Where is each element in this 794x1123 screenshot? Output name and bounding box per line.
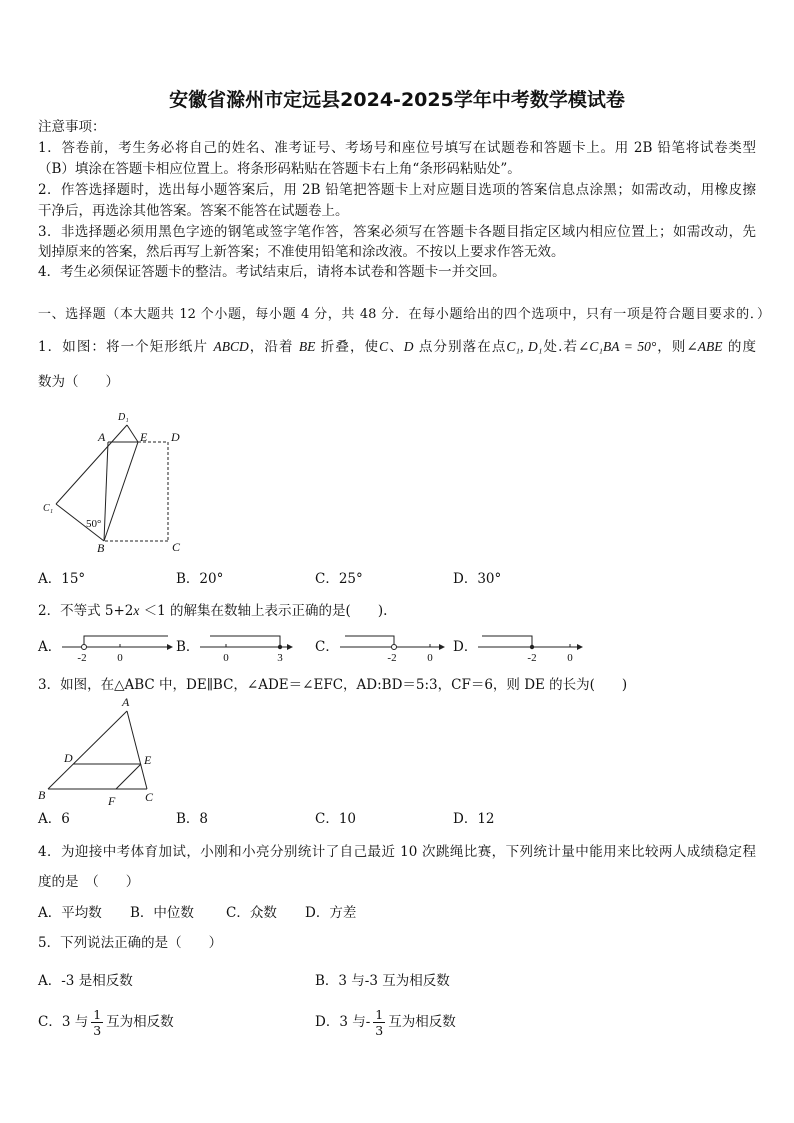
axis-arrow	[439, 644, 445, 650]
q1-math: C	[379, 339, 389, 354]
q2-option-a-letter: A．	[38, 639, 62, 655]
question-2-stem	[38, 602, 387, 620]
label-e: E	[144, 753, 152, 767]
q1-text: 1．如图：将一个矩形纸片	[38, 339, 214, 355]
q3-option-a: A．6	[38, 811, 70, 827]
notice-line: 2．作答选择题时，选出每小题答案后，用 2B 铅笔把答题卡上对应题目选项的答案信息点涂黑；如需改动，用橡皮擦	[38, 182, 756, 198]
q1-option-a: A．15°	[38, 571, 86, 587]
q5-option-d	[315, 1004, 456, 1040]
fraction-denominator: 3	[93, 1022, 102, 1038]
label-a: A	[98, 430, 106, 444]
q2-number-line-c	[338, 630, 450, 666]
q1-text: 处.若	[542, 339, 579, 355]
q1-math: ∠ABE	[686, 339, 723, 354]
q5-option-d-suffix: 互为相反数	[388, 1014, 456, 1030]
page-title: 安徽省滁州市定远县2024-2025学年中考数学模试卷	[169, 89, 625, 111]
question-5-stem: 5．下列说法正确的是（ ）	[38, 935, 223, 951]
q1-text: 、	[388, 339, 404, 355]
question-1-stem	[38, 338, 756, 356]
figure-triangle-abc	[35, 695, 160, 807]
segment-d1e	[127, 425, 138, 442]
label-f: F	[108, 794, 116, 808]
q1-math: BE	[298, 339, 316, 354]
question-1-stem-cont: 数为（ ）	[38, 374, 119, 390]
label-c: C	[172, 540, 181, 554]
figure-rectangle-fold	[40, 405, 190, 557]
notice-line: 划掉原来的答案，然后再写上新答案；不准使用铅笔和涂改液。不按以上要求作答无效。	[38, 244, 565, 260]
q2-option-c-letter: C．	[315, 639, 339, 655]
tick-label: 0	[427, 652, 433, 664]
label-angle: 50°	[86, 518, 102, 530]
q1-option-c: C．25°	[315, 571, 363, 587]
q2-number-line-a	[60, 630, 175, 666]
tick-label: -2	[77, 652, 87, 664]
label-c: C	[145, 790, 154, 804]
label-d: D	[171, 430, 180, 444]
label-b: B	[38, 788, 46, 802]
q5-option-c-suffix: 互为相反数	[106, 1014, 174, 1030]
q2-math: x	[133, 603, 140, 618]
label-a: A	[122, 695, 130, 709]
q1-option-d: D．30°	[453, 571, 502, 587]
question-4-stem-cont: 度的是 （ ）	[38, 874, 140, 890]
q4-option-a: A．平均数	[38, 905, 102, 921]
solution-bracket	[210, 636, 280, 647]
fraction-numerator: 1	[93, 1006, 102, 1022]
axis-arrow	[287, 644, 293, 650]
q2-option-b-letter: B．	[176, 639, 200, 655]
q1-math: D	[403, 339, 414, 354]
q5-option-b: B．3 与-3 互为相反数	[315, 973, 450, 989]
label-e: E	[140, 430, 148, 444]
q1-option-b: B．20°	[176, 571, 224, 587]
notice-line: 3．非选择题必须用黑色字迹的钢笔或签字笔作答，答案必须写在答题卡各题目指定区域内相应位置上；如需改动，先	[38, 224, 756, 240]
segment-c1d1	[56, 425, 127, 504]
q4-option-b: B．中位数	[130, 905, 194, 921]
q1-math: ∠C₁BA = 50°	[578, 339, 657, 354]
q5-option-d-prefix: D．3 与-	[315, 1014, 371, 1030]
solution-bracket	[482, 636, 532, 647]
segment-ab	[48, 711, 127, 789]
fraction	[373, 1007, 385, 1038]
notice-heading: 注意事项：	[38, 119, 106, 135]
question-3-stem: 3．如图，在△ABC 中，DE∥BC，∠ADE＝∠EFC，AD:BD＝5:3，CF＝6，则 DE 的长为( )	[38, 677, 628, 693]
segment-ac	[127, 711, 147, 789]
q2-option-d-letter: D．	[453, 639, 478, 655]
notice-line: 1．答卷前，考生务必将自己的姓名、准考证号、考场号和座位号填写在试题卷和答题卡上。用 2B 铅笔将试卷类型	[38, 140, 756, 156]
tick-label: 3	[277, 652, 283, 664]
fraction	[91, 1007, 103, 1038]
tick-label: 0	[223, 652, 229, 664]
q2-number-line-d	[476, 630, 588, 666]
q1-text: ，则	[656, 339, 687, 355]
endpoint-open	[392, 645, 397, 650]
q1-math: ABCD	[213, 339, 249, 354]
q4-option-d: D．方差	[305, 905, 357, 921]
fraction-numerator: 1	[375, 1006, 384, 1022]
q5-option-c-prefix: C．3 与	[38, 1014, 89, 1030]
q5-option-a: A．-3 是相反数	[38, 973, 133, 989]
segment-be	[104, 442, 138, 541]
q3-option-c: C．10	[315, 811, 357, 827]
label-b: B	[97, 541, 105, 555]
q2-number-line-b	[198, 630, 298, 666]
endpoint-closed	[278, 645, 282, 649]
notice-line: 4．考生必须保证答题卡的整洁。考试结束后，请将本试卷和答题卡一并交回。	[38, 264, 506, 280]
axis-arrow	[577, 644, 583, 650]
q1-text: 点分别落在点	[413, 339, 507, 355]
q4-option-c: C．众数	[226, 905, 277, 921]
question-4-stem: 4．为迎接中考体育加试，小刚和小亮分别统计了自己最近 10 次跳绳比赛，下列统计量中能用来比较两人成绩稳定程	[38, 844, 756, 860]
q3-option-b: B．8	[176, 811, 209, 827]
q2-text: ＜1 的解集在数轴上表示正确的是( ).	[139, 603, 388, 619]
axis-arrow	[167, 644, 173, 650]
label-c1: C₁	[43, 503, 54, 514]
q1-text: ，沿着	[248, 339, 299, 355]
solution-bracket	[84, 636, 168, 647]
solution-bracket	[345, 636, 394, 647]
fraction-denominator: 3	[375, 1022, 384, 1038]
endpoint-closed	[530, 645, 534, 649]
notice-line: （B）填涂在答题卡相应位置上。将条形码粘贴在答题卡右上角“条形码粘贴处”。	[38, 161, 521, 177]
tick-label: 0	[117, 652, 123, 664]
q1-text: 的度	[722, 339, 756, 355]
segment-ab	[104, 442, 108, 541]
label-d: D	[64, 751, 73, 765]
q2-text: 2．不等式 5+2	[38, 603, 134, 619]
segment-ef	[116, 764, 141, 789]
endpoint-open	[82, 645, 87, 650]
q1-math: C₁, D₁	[506, 339, 543, 354]
tick-label: -2	[527, 652, 537, 664]
q1-text: 折叠，使	[315, 339, 380, 355]
tick-label: 0	[567, 652, 573, 664]
q5-option-c	[38, 1004, 174, 1040]
label-d1: D₁	[118, 412, 129, 423]
notice-line: 干净后，再选涂其他答案。答案不能答在试题卷上。	[38, 203, 349, 219]
tick-label: -2	[387, 652, 397, 664]
q3-option-d: D．12	[453, 811, 495, 827]
section-heading: 一、选择题（本大题共 12 个小题，每小题 4 分，共 48 分．在每小题给出的四个选项中，只有一项是符合题目要求的．）	[38, 307, 770, 322]
